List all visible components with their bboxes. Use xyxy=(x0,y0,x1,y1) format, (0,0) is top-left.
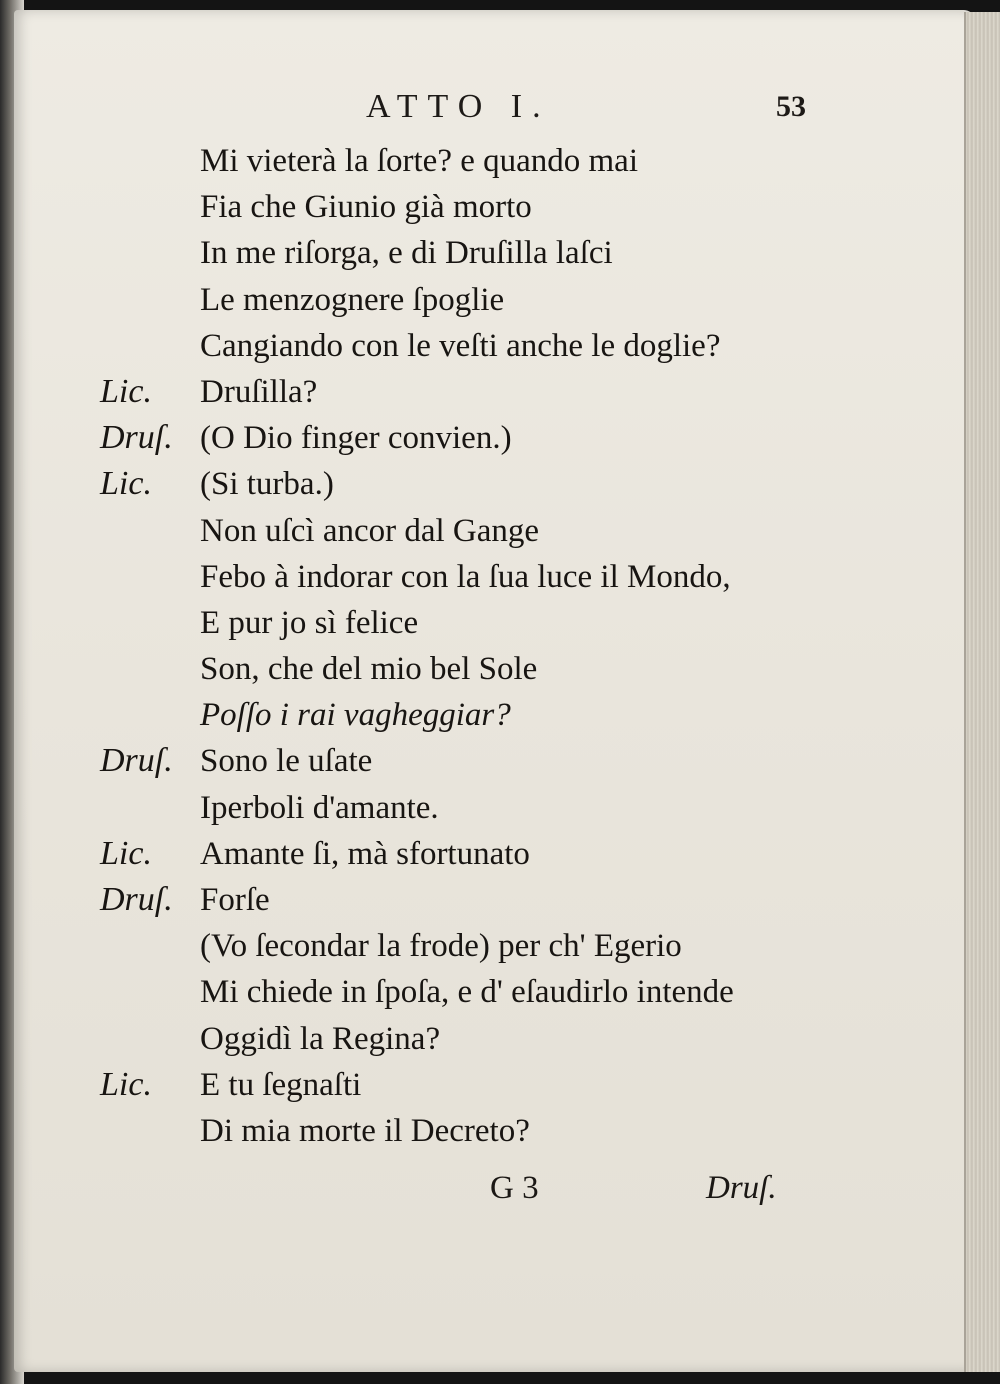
verse-text: In me riſorga, e di Druſilla laſci xyxy=(200,235,613,272)
verse-line xyxy=(14,277,974,323)
page-stack-edge xyxy=(964,12,1000,1372)
verse-line xyxy=(14,600,974,646)
verse-line xyxy=(14,323,974,369)
verse-text: Cangiando con le veſti anche le doglie? xyxy=(200,327,721,364)
verse-line xyxy=(14,138,974,184)
verse-text: Sono le uſate xyxy=(200,743,373,780)
verse-line xyxy=(14,923,974,969)
catchword: Druſ. xyxy=(706,1170,777,1206)
signature-mark: G 3 xyxy=(490,1170,539,1206)
speaker-label: Druſ. xyxy=(100,742,173,780)
speaker-label: Druſ. xyxy=(100,881,173,918)
verse-line xyxy=(14,785,974,831)
paper-page xyxy=(14,10,974,1372)
verse-text: Forſe xyxy=(200,882,270,918)
verse-line xyxy=(14,369,974,415)
speaker-label: Druſ. xyxy=(100,419,173,457)
verse-line xyxy=(14,692,974,738)
verse-text: Druſilla? xyxy=(200,373,318,410)
verse-line xyxy=(14,831,974,877)
verse-line xyxy=(14,508,974,554)
verse-text: (Vo ſecondar la frode) per ch' Egerio xyxy=(200,928,682,965)
verse-line xyxy=(14,969,974,1015)
verse-line xyxy=(14,1062,974,1108)
verse-line xyxy=(14,1016,974,1062)
verse-line xyxy=(14,1108,974,1154)
verse-text: E tu ſegnaſti xyxy=(200,1066,362,1103)
verse-text: Oggidì la Regina? xyxy=(200,1020,441,1057)
verse-line xyxy=(14,877,974,923)
verse-text: Di mia morte il Decreto? xyxy=(200,1112,530,1149)
speaker-label: Lic. xyxy=(100,372,152,410)
page-number: 53 xyxy=(776,90,806,123)
verse-text: Amante ſi, mà sfortunato xyxy=(200,835,530,872)
speaker-label: Lic. xyxy=(100,465,152,503)
verse-line xyxy=(14,554,974,600)
verse-text-block xyxy=(14,138,974,1154)
verse-text: (Si turba.) xyxy=(200,466,334,503)
speaker-label: Lic. xyxy=(100,834,152,872)
verse-text: Mi vieterà la ſorte? e quando mai xyxy=(200,143,638,179)
running-title: ATTO I. xyxy=(366,88,551,125)
verse-line xyxy=(14,646,974,692)
verse-text: E pur jo sì felice xyxy=(200,604,419,641)
verse-text: Non uſcì ancor dal Gange xyxy=(200,512,540,549)
verse-text: Poſſo i rai vagheggiar? xyxy=(200,697,511,734)
verse-line xyxy=(14,184,974,230)
verse-text: Mi chiede in ſpoſa, e d' eſaudirlo intende xyxy=(200,974,734,1011)
verse-line xyxy=(14,415,974,461)
verse-text: Iperboli d'amante. xyxy=(200,789,439,826)
verse-text: Son, che del mio bel Sole xyxy=(200,651,538,688)
verse-line xyxy=(14,230,974,276)
verse-line xyxy=(14,738,974,784)
verse-text: Febo à indorar con la ſua luce il Mondo, xyxy=(200,558,731,595)
verse-text: (O Dio finger convien.) xyxy=(200,420,512,457)
verse-text: Fia che Giunio già morto xyxy=(200,189,532,226)
verse-text: Le menzognere ſpoglie xyxy=(200,281,505,318)
speaker-label: Lic. xyxy=(100,1065,152,1103)
verse-line xyxy=(14,461,974,507)
